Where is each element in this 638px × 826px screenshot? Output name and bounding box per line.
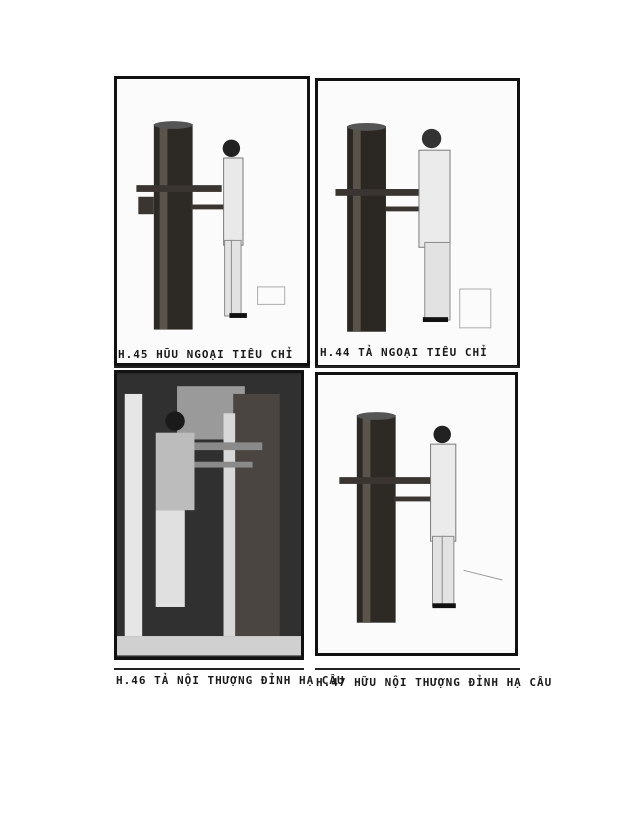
figure-caption-h45: H.45 HŪU NGOẠI TIÊU CHỈ — [118, 348, 294, 361]
figure-caption-h46: H.46 TẢ NỘI THƯỢNG ĐỈNH HẠ CÂU — [116, 674, 345, 687]
figure-caption-h44: H.44 TẢ NGOẠI TIÊU CHỈ — [320, 346, 488, 359]
figure-caption-h47: H.47 HỮU NỘI THƯỢNG ĐỈNH HẠ CÂU — [316, 676, 553, 689]
caption-rule — [114, 366, 310, 368]
wooden-dummy-photo — [318, 375, 515, 653]
caption-rule — [114, 668, 304, 670]
training-photo-dark — [117, 373, 301, 657]
figure-photo-h44 — [315, 78, 520, 368]
caption-rule — [315, 668, 520, 670]
wooden-dummy-photo — [117, 79, 307, 363]
caption-rule — [315, 366, 520, 368]
figure-photo-h45 — [114, 76, 310, 366]
wooden-dummy-photo — [318, 81, 517, 365]
figure-photo-h46 — [114, 370, 304, 660]
figure-photo-h47 — [315, 372, 518, 656]
